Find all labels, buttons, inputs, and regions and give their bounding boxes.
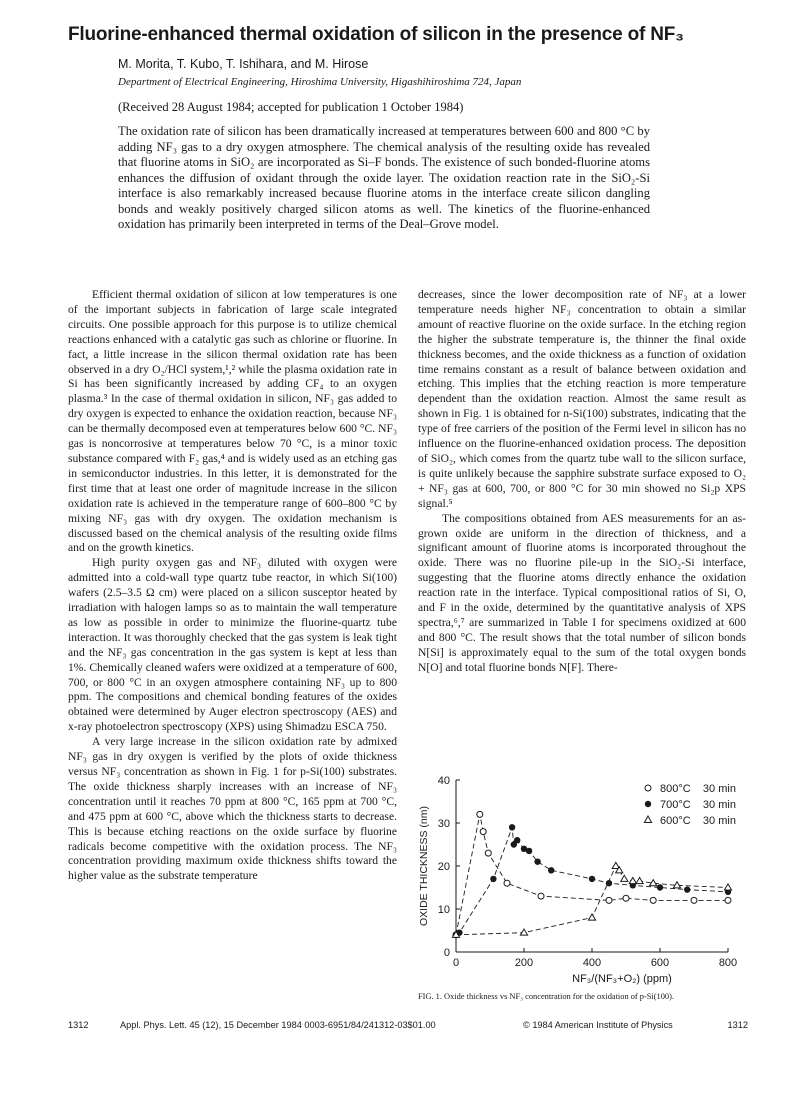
left-column xyxy=(68,288,397,884)
data-point-filled-circle xyxy=(526,848,532,854)
x-tick-label: 200 xyxy=(514,957,534,969)
oxide-thickness-chart xyxy=(416,774,752,988)
data-point-open-circle xyxy=(477,811,483,817)
page-footer xyxy=(68,1020,748,1034)
y-tick-label: 30 xyxy=(437,818,450,830)
figure-1 xyxy=(416,774,752,988)
data-point-filled-circle xyxy=(684,886,690,892)
legend-marker-open-circle xyxy=(645,785,651,791)
figure-caption: FIG. 1. Oxide thickness vs NF₃ concentration for the oxidation of p-Si(100). xyxy=(418,992,674,1001)
data-point-filled-circle xyxy=(534,859,540,865)
data-point-open-circle xyxy=(606,897,612,903)
affiliation: Department of Electrical Engineering, Hiroshima University, Higashihiroshima 724, Japan xyxy=(118,76,522,88)
page-number-left: 1312 xyxy=(68,1020,89,1030)
data-point-triangle xyxy=(724,884,731,890)
page-number-right: 1312 xyxy=(727,1020,748,1030)
y-axis-label: OXIDE THICKNESS (nm) xyxy=(418,806,430,926)
data-point-open-circle xyxy=(485,850,491,856)
copyright-notice: © 1984 American Institute of Physics xyxy=(523,1020,673,1030)
x-tick-label: 600 xyxy=(650,957,670,969)
data-point-filled-circle xyxy=(657,884,663,890)
y-tick-label: 10 xyxy=(437,904,450,916)
data-point-filled-circle xyxy=(589,876,595,882)
received-date: (Received 28 August 1984; accepted for publication 1 October 1984) xyxy=(118,100,464,114)
legend-marker-filled-circle xyxy=(645,801,651,807)
y-tick-label: 40 xyxy=(437,775,450,787)
body-paragraph: High purity oxygen gas and NF₃ diluted with oxygen were admitted into a cold-wall type quartz tube reactor, in which Si(100) wafers (2.5–3.5 Ω cm) were placed on a silicon susceptor heated by irradiation with halogen lamps so as to maintain the wall temperature as low as possible in order to minimize the fluorine-quartz tube interaction. It was thoroughly checked that the gas system is leak tight and the NF₃ gas concentration in the gas system is kept at less than 1%. Chemically cleaned wafers were oxidized at a temperature of 600, 700, or 800 °C in an oxygen atmosphere containing NF₃ up to 800 ppm. The compositions and chemical bonding features of the oxides obtained were determined by Auger electron spectroscopy (AES) and x-ray photoelectron spectroscopy (XPS) using Shimadzu ESCA 750. xyxy=(68,556,397,734)
data-point-triangle xyxy=(588,914,595,920)
data-point-filled-circle xyxy=(514,837,520,843)
data-point-filled-circle xyxy=(490,876,496,882)
legend-label: 600°C 30 min xyxy=(660,815,736,827)
data-point-filled-circle xyxy=(548,867,554,873)
y-tick-label: 20 xyxy=(437,861,450,873)
data-point-open-circle xyxy=(480,829,486,835)
body-paragraph: The compositions obtained from AES measurements for an as-grown oxide are uniform in the direction of thickness, and a significant amount of fluorine atoms is incorporated throughout the oxide. There was no fluorine pile-up in the SiO₂-Si interface, suggesting that the fluorine atoms directly enhance the oxidation reaction rate in the interface. Typical compositional ratios of Si, O, and F in the oxide, determined by the quantitative analysis of XPS spectra,⁶,⁷ are summarized in Table I for specimens oxidized at 600 and 800 °C. The result shows that the total number of silicon bonds N[Si] is approximately equal to the sum of the total oxygen bonds N[O] and total fluorine bonds N[F]. There- xyxy=(418,511,746,674)
author-list: M. Morita, T. Kubo, T. Ishihara, and M. Hirose xyxy=(118,57,369,71)
data-point-triangle xyxy=(520,929,527,935)
x-tick-label: 800 xyxy=(718,957,738,969)
y-tick-label: 0 xyxy=(443,947,450,959)
data-point-open-circle xyxy=(538,893,544,899)
data-point-triangle xyxy=(621,875,628,881)
body-paragraph: Efficient thermal oxidation of silicon at low temperatures is one of the important subjects in fabrication of large scale integrated circuits. One possible approach for this purpose is to utilize chemical reactions enhanced with a catalytic gas such as chlorine or fluorine. In fact, a little increase in the silicon thermal oxidation rate has been observed in a dry O₂/HCl system,¹,² while the plasma oxidation rate in Si has been significantly increased by adding CF₄ to an oxygen plasma.³ In the case of thermal oxidation in silicon, NF₃ gas added to dry oxygen is expected to enhance the oxidation reaction, because NF₃ can be thermally decomposed even at temperatures below 600 °C. NF₃ gas is noncorrosive at temperatures below 70 °C, is a minor toxic substance compared with F₂ gas,⁴ and is widely used as an etching gas in semiconductor industries. In this letter, it is demonstrated for the first time that at least one order of magnitude increase in the silicon oxidation rate is achieved in the temperature range of 600–800 °C by mixing NF₃ gas with dry oxygen. The oxidation mechanism is discussed based on the chemical analysis of the resulting oxide films and on the growth kinetics. xyxy=(68,288,397,555)
abstract: The oxidation rate of silicon has been dramatically increased at temperatures between 600 and 800 °C by adding NF₃ gas to a dry oxygen atmosphere. The chemical analysis of the resulting oxide has revealed that fluorine atoms in SiO₂ are incorporated as Si–F bonds. The existence of such bonded-fluorine atoms enhances the diffusion of oxidant through the oxide layer. The oxidation reaction rate in the SiO₂-Si interface is also remarkably increased because fluorine atoms in the interface create silicon dangling bonds and weakly positively charged silicon atoms as well. The kinetics of the fluorine-enhanced oxidation has primarily been interpreted in terms of the Deal–Grove model. xyxy=(118,124,650,231)
x-tick-label: 400 xyxy=(582,957,602,969)
data-point-filled-circle xyxy=(509,824,515,830)
data-point-open-circle xyxy=(504,880,510,886)
body-paragraph: A very large increase in the silicon oxidation rate by admixed NF₃ gas in dry oxygen is verified by the plots of oxide thickness versus NF₃ concentration as shown in Fig. 1 for p-Si(100) substrates. The oxide thickness sharply increases with an increase of NF₃ concentration until it reaches 70 ppm at 800 °C, 165 ppm at 700 °C, and 475 ppm at 600 °C, above which the thickness starts to decrease. This is because etching reactions on the oxide surface by fluorine radicals become competitive with the oxidation process. The NF₃ concentration providing maximum oxide thickness shifts toward the higher value as the substrate temperature xyxy=(68,735,397,883)
x-tick-label: 0 xyxy=(452,957,460,969)
legend-marker-triangle xyxy=(644,816,651,823)
x-axis-label: NF₃/(NF₃+O₂) (ppm) xyxy=(572,973,672,985)
legend-label: 800°C 30 min xyxy=(660,783,736,795)
journal-citation: Appl. Phys. Lett. 45 (12), 15 December 1984 0003-6951/84/241312-03$01.00 xyxy=(120,1020,436,1030)
legend-label: 700°C 30 min xyxy=(660,799,736,811)
paper-title: Fluorine-enhanced thermal oxidation of silicon in the presence of NF₃ xyxy=(68,24,684,45)
data-point-open-circle xyxy=(691,897,697,903)
data-point-open-circle xyxy=(623,895,629,901)
body-paragraph: decreases, since the lower decomposition rate of NF₃ at a lower temperature needs higher NF₃ concentration to obtain a similar amount of reactive fluorine on the oxide surface. In the etching region the higher the substrate temperature is, the thinner the final oxide thickness becomes, and the oxide thickness as a function of oxidation time remains constant as a result of balance between oxidation and etching. This implies that the etching reaction is more temperature dependent than the oxidation reaction. Almost the same result as shown in Fig. 1 is obtained for n-Si(100) substrates, indicating that the type of free carriers of the position of the Fermi level in silicon has no influence on the fluorine-enhanced oxidation process. The deposition of SiO₂, which comes from the quartz tube wall to the silicon surface, is quite unlikely because the sapphire substrate surface exposed to O₂ + NF₃ gas at 600, 700, or 800 °C for 30 min showed no Si₂p XPS signal.⁵ xyxy=(418,288,746,510)
data-point-triangle xyxy=(636,877,643,883)
right-column xyxy=(418,288,746,676)
data-point-open-circle xyxy=(725,897,731,903)
data-point-open-circle xyxy=(650,897,656,903)
